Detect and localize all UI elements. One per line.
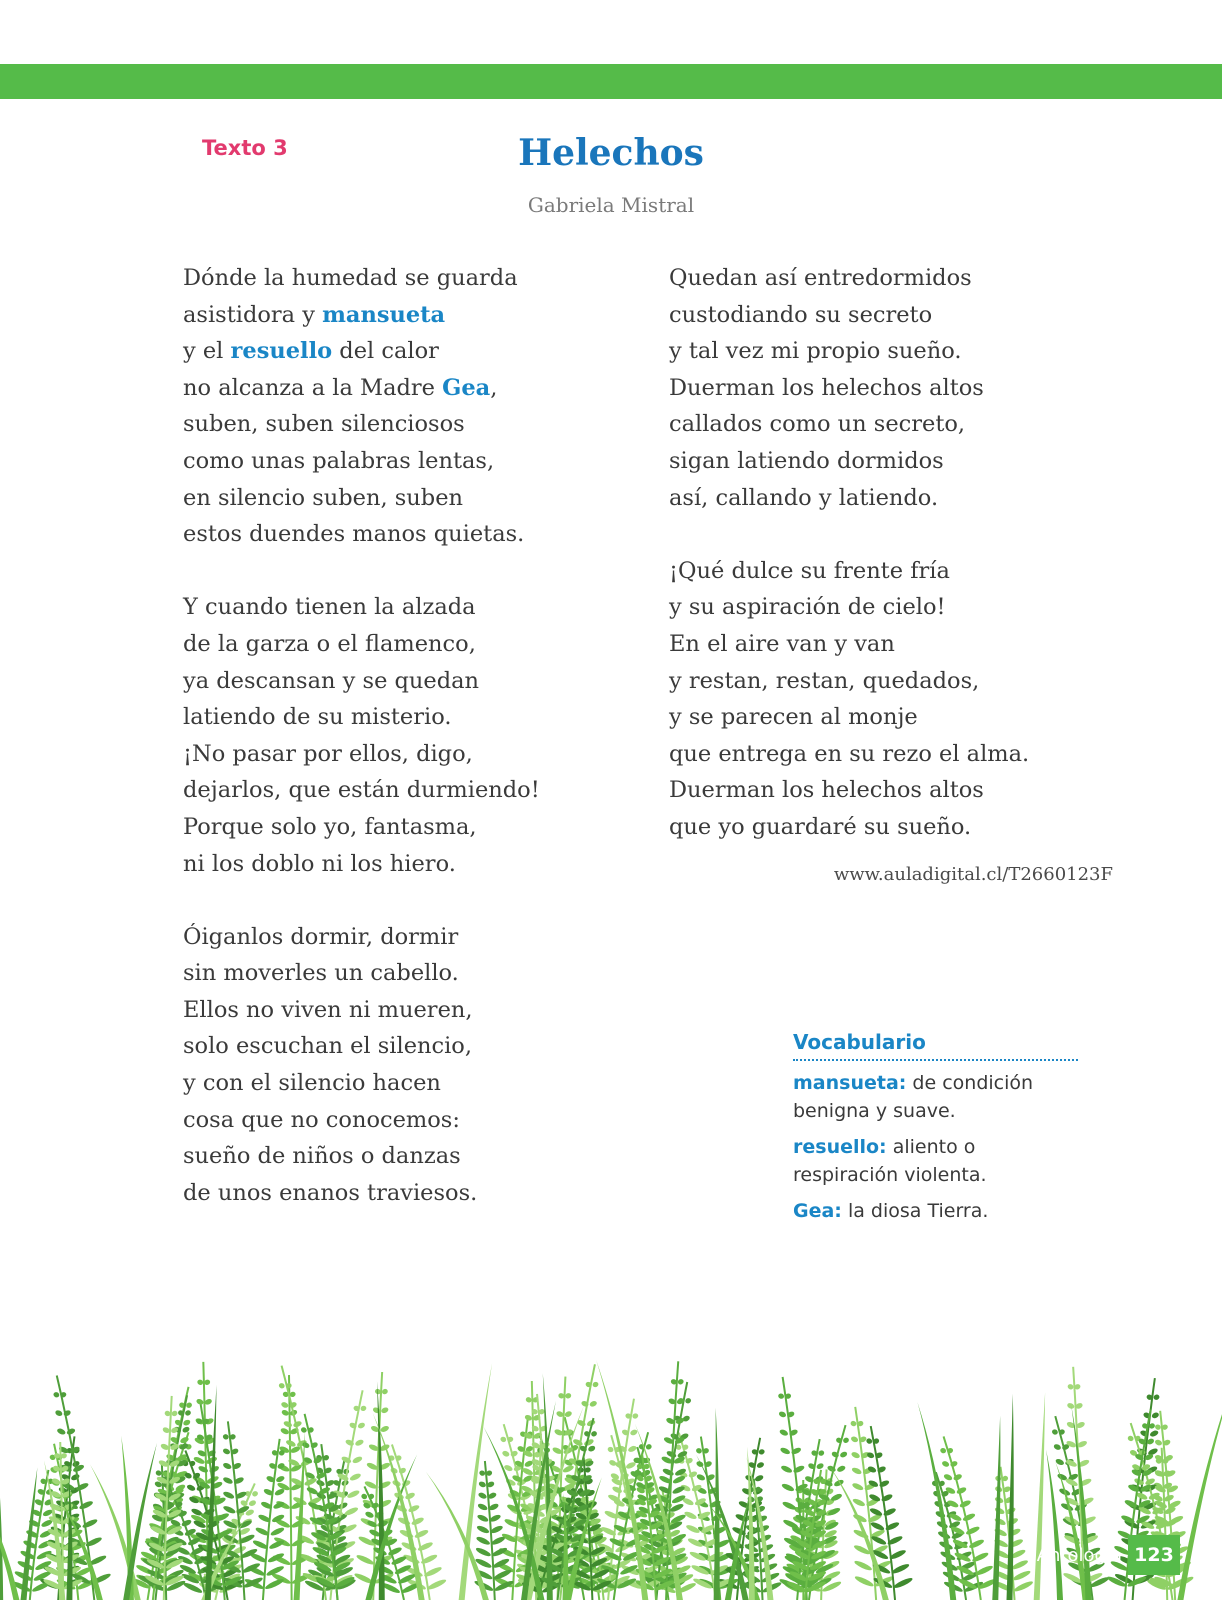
poem-line-text: ya descansan y se quedan [183,667,480,694]
poem-line [183,626,553,663]
poem-line [183,699,553,736]
grass-blade [1034,1392,1045,1600]
grass-blade [1177,1384,1222,1600]
poem-line-text: , [490,374,498,401]
poem-line-text: ¡Qué dulce su frente fría [669,557,950,584]
poem-line [183,406,553,443]
poem-line-text: de unos enanos traviesos. [183,1179,478,1206]
poem-line-text: y con el silencio hacen [183,1070,441,1097]
grass-blade [0,1437,3,1600]
poem-line-text: sigan latiendo dormidos [669,447,944,474]
poem-line-text: no alcanza a la Madre [183,374,443,401]
poem-column-left [183,260,553,1248]
poem-line [669,772,1109,809]
poem-line-text: latiendo de su misterio. [183,704,452,731]
poem-line-text: del calor [332,338,439,365]
poem-line-text: sin moverles un cabello. [183,960,459,987]
poem-line [669,589,1109,626]
grass-blade [426,1472,489,1600]
poem-line-text: cosa que no conocemos: [183,1106,460,1133]
poem-line-text: Duerman los helechos altos [669,374,984,401]
vocabulary-definition: de condición benigna y suave. [793,1072,1034,1122]
poem-line-text: y se parecen al monje [669,704,918,731]
poem-line [669,333,1109,370]
poem-line-text: Óiganlos dormir, dormir [183,923,459,950]
poem-line-text: En el aire van y van [669,630,895,657]
vocabulary-title: Vocabulario [793,1030,1078,1061]
poem-line-text: Y cuando tienen la alzada [183,594,476,621]
vocabulary-box [793,1030,1078,1225]
poem-line [183,846,553,883]
text-number-label: Texto 3 [202,136,288,160]
poem-line [183,955,553,992]
poem-line-text: en silencio suben, suben [183,484,463,511]
poem-line [183,260,553,297]
vocabulary-term: mansueta: [793,1072,907,1094]
grass-blade [1006,1394,1013,1600]
poem-line [183,919,553,956]
poem-title: Helechos [518,132,704,174]
poem-line [669,406,1109,443]
vocabulary-keyword: resuello [230,338,333,365]
poem-line-text: como unas palabras lentas, [183,447,495,474]
poem-line [183,297,553,334]
poem-line-text: y tal vez mi propio sueño. [669,338,962,365]
poem-author: Gabriela Mistral [527,193,695,217]
poem-line-text: ¡No pasar por ellos, digo, [183,740,473,767]
vocabulary-term: Gea: [793,1200,842,1222]
poem-line [669,297,1109,334]
poem-line-text: callados como un secreto, [669,411,966,438]
vocabulary-term: resuello: [793,1136,887,1158]
poem-line-text: que entrega en su rezo el alma. [669,740,1030,767]
poem-line [669,809,1109,846]
poem-line [669,553,1109,590]
vocabulary-definition: la diosa Tierra. [841,1200,989,1222]
poem-line-text: y restan, restan, quedados, [669,667,980,694]
poem-line-text: y su aspiración de cielo! [669,594,946,621]
poem-line [669,370,1109,407]
poem-line [669,663,1109,700]
poem-line [669,443,1109,480]
vocabulary-keyword: Gea [442,374,491,401]
poem-line [183,333,553,370]
poem-line [669,736,1109,773]
fern-frond [865,1426,913,1600]
vocabulary-definition: aliento o respiración violenta. [793,1136,987,1186]
poem-line-text: que yo guardaré su sueño. [669,813,972,840]
poem-line-text: ni los doblo ni los hiero. [183,850,456,877]
vocabulary-entry [793,1197,1078,1225]
poem-line [183,589,553,626]
source-link[interactable]: www.auladigital.cl/T2660123F [833,864,1113,885]
poem-stanza [183,589,553,882]
poem-line-text: sueño de niños o danzas [183,1143,461,1170]
poem-stanza [669,553,1109,846]
poem-line [183,772,553,809]
poem-line-text: de la garza o el flamenco, [183,630,476,657]
poem-line-text: asistidora y [183,301,323,328]
poem-line-text: estos duendes manos quietas. [183,521,525,548]
poem-line-text: Dónde la humedad se guarda [183,265,518,291]
poem-column-right [669,260,1109,882]
poem-line [183,480,553,517]
poem-stanza [183,260,553,553]
poem-line-text: Porque solo yo, fantasma, [183,813,477,840]
poem-line [669,480,1109,517]
poem-stanza [669,260,1109,516]
poem-line-text: suben, suben silenciosos [183,411,465,438]
poem-line [669,699,1109,736]
poem-line-text: Ellos no viven ni mueren, [183,996,473,1023]
poem-line [183,1028,553,1065]
poem-line-text: dejarlos, que están durmiendo! [183,777,540,804]
vocabulary-entry [793,1069,1078,1125]
poem-line-text: así, callando y latiendo. [669,484,939,511]
poem-line [183,663,553,700]
poem-line [183,516,553,553]
poem-line-text: solo escuchan el silencio, [183,1033,472,1060]
poem-line [669,626,1109,663]
poem-line-text: custodiando su secreto [669,301,933,328]
grass-blade [1046,1450,1063,1600]
page-number: 123 [1128,1535,1180,1575]
poem-line [183,1175,553,1212]
poem-line-text: Quedan así entredormidos [669,265,972,291]
poem-line [183,1102,553,1139]
poem-stanza [183,919,553,1212]
poem-line [183,736,553,773]
poem-line [183,992,553,1029]
poem-line [183,1138,553,1175]
poem-line-text: y el [183,338,231,365]
poem-line-text: Duerman los helechos altos [669,777,984,804]
vocabulary-entry [793,1133,1078,1189]
poem-line [183,809,553,846]
poem-line [183,1065,553,1102]
footer-section-label: Antología [1036,1545,1122,1566]
poem-line [669,260,1109,297]
poem-line [183,370,553,407]
vocabulary-keyword: mansueta [322,301,446,328]
poem-line [183,443,553,480]
top-green-band [0,64,1222,99]
